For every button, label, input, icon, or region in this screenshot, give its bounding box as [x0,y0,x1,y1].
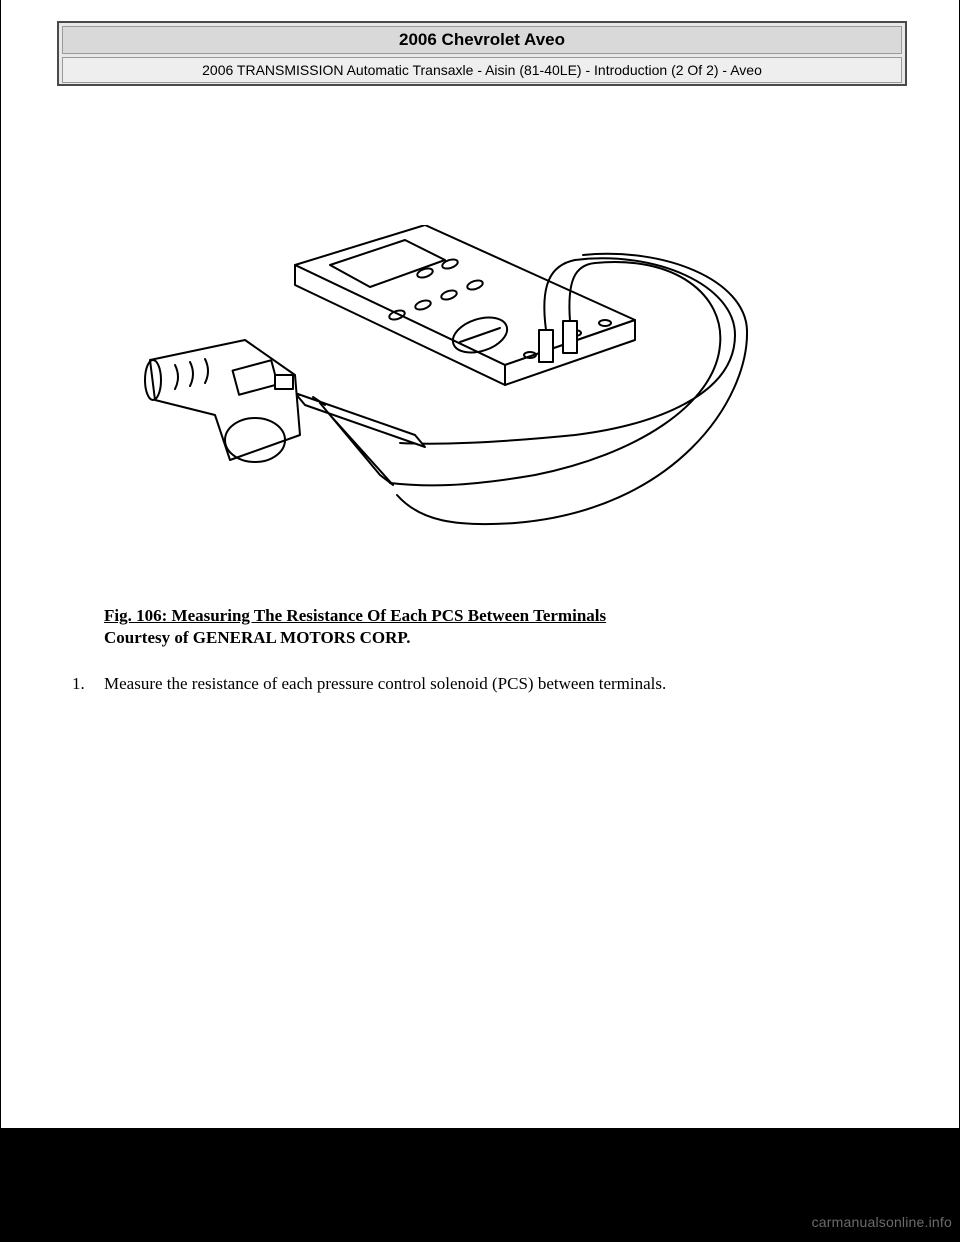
document-header [57,21,907,86]
probe-icon [285,390,425,485]
bottom-strip [0,1128,960,1242]
document-title: 2006 Chevrolet Aveo [62,26,902,54]
procedure-step [72,673,666,695]
step-number: 1. [72,674,85,693]
document-subtitle: 2006 TRANSMISSION Automatic Transaxle - Aisin (81-40LE) - Introduction (2 Of 2) - Aveo [62,57,902,83]
figure-credit: Courtesy of GENERAL MOTORS CORP. [104,628,411,647]
multimeter-icon [295,225,635,385]
solenoid-icon [145,340,300,462]
figure-title: Fig. 106: Measuring The Resistance Of Each PCS Between Terminals [104,606,607,625]
watermark-text: carmanualsonline.info [811,1214,952,1230]
figure-caption [104,605,606,649]
multimeter-solenoid-illustration [135,225,755,545]
step-text: Measure the resistance of each pressure control solenoid (PCS) between terminals. [104,674,667,693]
